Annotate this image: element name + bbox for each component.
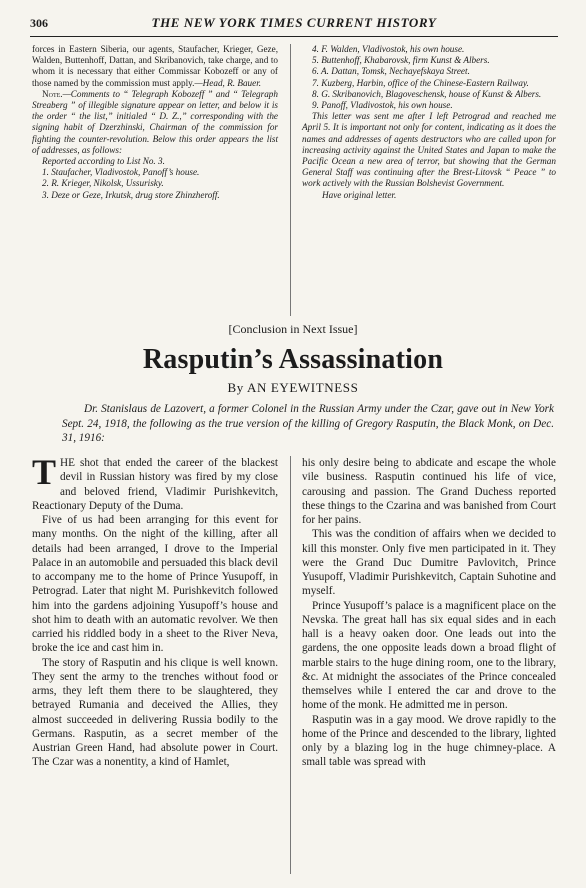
address-list-item: 6. A. Dattan, Tomsk, Nechayefskaya Street. [312, 66, 470, 77]
article-paragraph: This was the condition of affairs when we decided to kill this monster. Only five men participated in it. They were the Grand Duc Dumitre Pavlovitch, Prince Yusupoff, Vladimir Purishkevitch, Captain Suhotine and myself. [302, 528, 556, 598]
drop-cap: T [32, 452, 57, 492]
article-paragraph: his only desire being to abdicate and escape the whole vile business. Rasputin continued his life of vice, carousing and passion. The Grand Duchess reported these things to the Czarina and was banished from Court for her pains. [302, 457, 556, 526]
continuation-left-column [32, 44, 278, 201]
conclusion-note: [Conclusion in Next Issue] [228, 322, 358, 336]
article-paragraph: The story of Rasputin and his clique is well known. They sent the army to the trenches without food or arms, they left them there to be slaughtered, they betrayed Rumania and deceived the Allies, they almost succeeded in delivering Russia bodily to the Germans. Rasputin, as a secret member of the Austrian Green Hand, had absolute power in Court. The Czar was a nonentity, a kind of Hamlet, [32, 656, 278, 769]
address-list-item: 5. Buttenhoff, Khabarovsk, firm Kunst & Albers. [312, 55, 490, 66]
article-paragraph: Rasputin was in a gay mood. We drove rapidly to the home of the Prince and descended to the library, lighted only by a blazing log in the huge chimney-place. A small table was spread with [302, 713, 556, 769]
address-list-item: 8. G. Skribanovich, Blagoveschensk, house of Kunst & Albers. [312, 88, 542, 99]
note-label: Note. [42, 88, 63, 99]
original-letter-note: Have original letter. [322, 189, 397, 200]
byline: By AN EYEWITNESS [227, 380, 359, 395]
page-header [30, 16, 558, 34]
article-paragraph: Prince Yusupoff’s palace is a magnificent place on the Nevska. The great hall has six equal sides and in each hall is a heavy oaken door. One leads out into the gardens, the one opposite leads down a broad flight of marble stairs to the huge dining room, one to the library, &c. At midnight the associates of the Prince concealed themselves while I entered the car and drove to the home of the monk. He admitted me in person. [302, 599, 556, 712]
address-list-item: 9. Panoff, Vladivostok, his own house. [312, 100, 453, 111]
reported-line: Reported according to List No. 3. [42, 156, 165, 167]
page-number: 306 [30, 16, 48, 30]
continuation-paragraph: forces in Eastern Siberia, our agents, Staufacher, Krieger, Geze, Walden, Buttenhoff, Dattan, and Skribanovich, take charge, and to whom it is necessary that either Commissar Kobozeff or any of those named by the commission must apply.—Head, R. Bauer. [32, 44, 278, 88]
address-list-item: 2. R. Krieger, Nikolsk, Ussurisky. [42, 178, 164, 189]
editor-note: This letter was sent me after I left Petrograd and reached me April 5. It is important not only for content, indicating as it does the names and addresses of agents destructors who are called upon for increasing activity against the United States and Japan to make the Pacific Ocean a new area of terror, but showing that the German General Staff was continuing after the Brest-Litovsk “ Peace ” to work actively with the Russian Bolshevist Government. [302, 111, 556, 189]
note-paragraph [32, 89, 278, 156]
address-list-item: 7. Kuzberg, Harbin, office of the Chinese-Eastern Railway. [312, 77, 529, 88]
signature: —Head, R. Bauer. [194, 77, 262, 88]
header-rule [30, 36, 558, 37]
lead-caps: HE [60, 457, 75, 469]
article-paragraph: THE shot that ended the career of the blackest devil in Russian history was fired by my close and beloved friend, Vladimir Purishkevitch, Reactionary Deputy of the Duma. [32, 452, 278, 512]
running-title: THE NEW YORK TIMES CURRENT HISTORY [151, 15, 437, 30]
column-divider [290, 44, 291, 316]
address-list-item: 4. F. Walden, Vladivostok, his own house. [312, 44, 465, 54]
continuation-right-column [302, 44, 556, 201]
address-list-item: 1. Staufacher, Vladivostok, Panoff’s house. [42, 167, 200, 178]
article-paragraph: Five of us had been arranging for this event for many months. On the night of the killing, after all details had been arranged, I drove to the Imperial Palace in an automobile and persuaded this black devil to accompany me to the home of Prince Yusupoff, in Petrograd. Later that night M. Purishkevitch followed him into the gardens adjoining Yusupoff’s house and shot him to death with an automatic revolver. We then carried his riddled body in a sheet to the River Neva, broke the ice and cast him in. [32, 514, 278, 655]
article-left-column [32, 452, 278, 770]
address-list-item: 3. Deze or Geze, Irkutsk, drug store Zhinzheroff. [42, 189, 220, 200]
article-title: Rasputin’s Assassination [142, 344, 444, 375]
note-text: —Comments to “ Telegraph Kobozeff ” and “ Telegraph Streaberg ” of illegible signature appear on letter, and below it is the order “ the list,” initialed “ D. Z.,” corresponding with the signing habit of Dzerzhinski, Chairman of the commission for fighting the counter-revolution. Below this order appears the list of addresses, as follows: [32, 88, 278, 155]
column-divider [290, 456, 291, 874]
article-right-column [302, 456, 556, 770]
article-intro: Dr. Stanislaus de Lazovert, a former Colonel in the Russian Army under the Czar, gave out in New York Sept. 24, 1918, the following as the true version of the killing of Gregory Rasputin, the Black Monk, on Dec. 31, 1916: [62, 403, 554, 445]
